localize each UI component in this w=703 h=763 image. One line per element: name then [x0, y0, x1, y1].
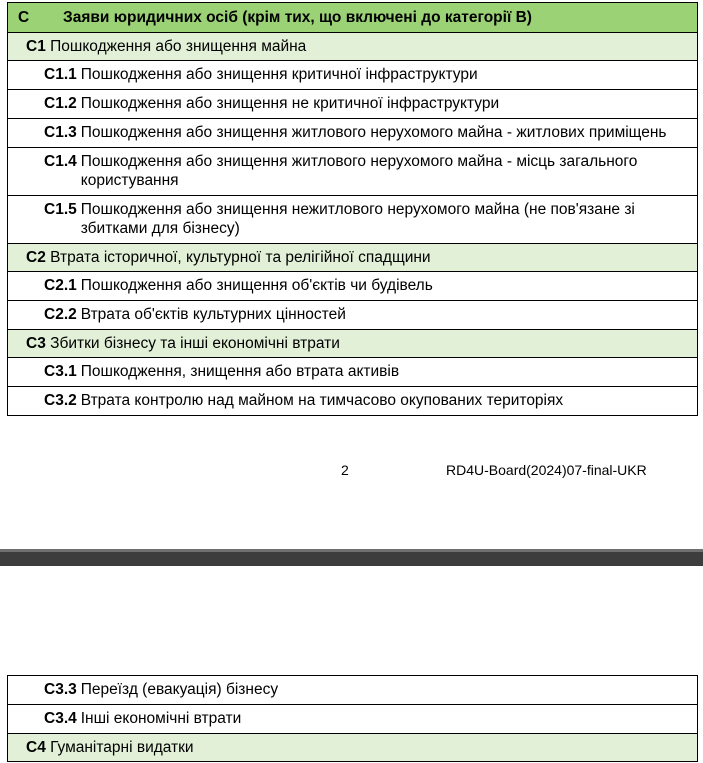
item-row: [8, 90, 698, 119]
item-code: C3.1: [44, 363, 77, 380]
page-footer: [0, 462, 703, 482]
item-row: [8, 272, 698, 301]
item-text: Втрата об'єктів культурних цінностей: [80, 306, 346, 323]
item-text: Пошкодження або знищення нежитлового нерухомого майна (не пов'язане зі збитками для бізнесу): [80, 201, 635, 237]
item-text: Пошкодження або знищення житлового нерухомого майна - житлових приміщень: [80, 124, 667, 141]
item-cell: [8, 676, 698, 705]
item-text: Інші економічні втрати: [80, 710, 242, 727]
item-cell: [8, 61, 698, 90]
item-text: Пошкодження або знищення критичної інфраструктури: [80, 66, 478, 83]
item-row: [8, 61, 698, 90]
category-cell: [8, 3, 698, 33]
item-row: [8, 301, 698, 330]
claims-table-page-3: [7, 675, 698, 762]
category-code: C: [18, 9, 30, 26]
item-code: C3.4: [44, 710, 77, 727]
subcategory-row: [8, 244, 698, 272]
item-text: Пошкодження або знищення житлового нерухомого майна - місць загального користування: [80, 153, 638, 189]
item-text: Пошкодження, знищення або втрата активів: [80, 363, 400, 380]
item-row: [8, 196, 698, 244]
item-cell: [8, 119, 698, 148]
subcategory-text: Пошкодження або знищення майна: [50, 38, 307, 55]
item-wrap: [44, 276, 683, 295]
item-code: C1.4: [44, 153, 77, 170]
subcategory-row: [8, 734, 698, 762]
subcategory-cell: [8, 33, 698, 61]
item-code: C1.5: [44, 201, 77, 218]
item-cell: [8, 90, 698, 119]
item-wrap: [44, 680, 683, 699]
category-title: Заяви юридичних осіб (крім тих, що включені до категорії B): [63, 9, 532, 26]
page-break-divider: [0, 549, 703, 566]
subcategory-text: Втрата історичної, культурної та релігійної спадщини: [50, 249, 431, 266]
item-code: C1.1: [44, 66, 77, 83]
item-code: C3.2: [44, 392, 77, 409]
subcategory-cell: [8, 244, 698, 272]
item-cell: [8, 196, 698, 244]
item-row: [8, 676, 698, 705]
subcategory-code: C4: [26, 739, 46, 756]
item-row: [8, 119, 698, 148]
item-wrap: [44, 391, 683, 410]
item-text: Пошкодження або знищення об'єктів чи будівель: [80, 277, 433, 294]
claims-table-body-top: [8, 3, 698, 416]
subcategory-cell: [8, 330, 698, 358]
item-code: C3.3: [44, 681, 77, 698]
item-cell: [8, 301, 698, 330]
claims-table-page-2: [7, 2, 698, 416]
subcategory-cell: [8, 734, 698, 762]
item-code: C1.2: [44, 95, 77, 112]
document-reference: RD4U-Board(2024)07-final-UKR: [446, 462, 647, 478]
item-wrap: [44, 94, 683, 113]
item-row: [8, 148, 698, 196]
item-cell: [8, 358, 698, 387]
subcategory-code: C1: [26, 38, 46, 55]
item-text: Пошкодження або знищення не критичної інфраструктури: [80, 95, 500, 112]
item-wrap: [44, 200, 683, 238]
item-cell: [8, 705, 698, 734]
item-cell: [8, 148, 698, 196]
page-number: 2: [341, 462, 349, 478]
claims-table-body-bottom: [8, 676, 698, 762]
item-wrap: [44, 362, 683, 381]
item-wrap: [44, 65, 683, 84]
item-cell: [8, 387, 698, 416]
item-code: C2.2: [44, 306, 77, 323]
subcategory-text: Збитки бізнесу та інші економічні втрати: [50, 335, 340, 352]
subcategory-row: [8, 330, 698, 358]
item-code: C1.3: [44, 124, 77, 141]
category-row: [8, 3, 698, 33]
item-row: [8, 358, 698, 387]
item-wrap: [44, 152, 683, 190]
subcategory-code: C2: [26, 249, 46, 266]
item-text: Втрата контролю над майном на тимчасово окупованих територіях: [80, 392, 564, 409]
item-text: Переїзд (евакуація) бізнесу: [80, 681, 279, 698]
subcategory-text: Гуманітарні видатки: [50, 739, 194, 756]
subcategory-row: [8, 33, 698, 61]
item-code: C2.1: [44, 277, 77, 294]
item-wrap: [44, 123, 683, 142]
item-wrap: [44, 305, 683, 324]
subcategory-code: C3: [26, 335, 46, 352]
item-row: [8, 705, 698, 734]
item-row: [8, 387, 698, 416]
item-cell: [8, 272, 698, 301]
item-wrap: [44, 709, 683, 728]
